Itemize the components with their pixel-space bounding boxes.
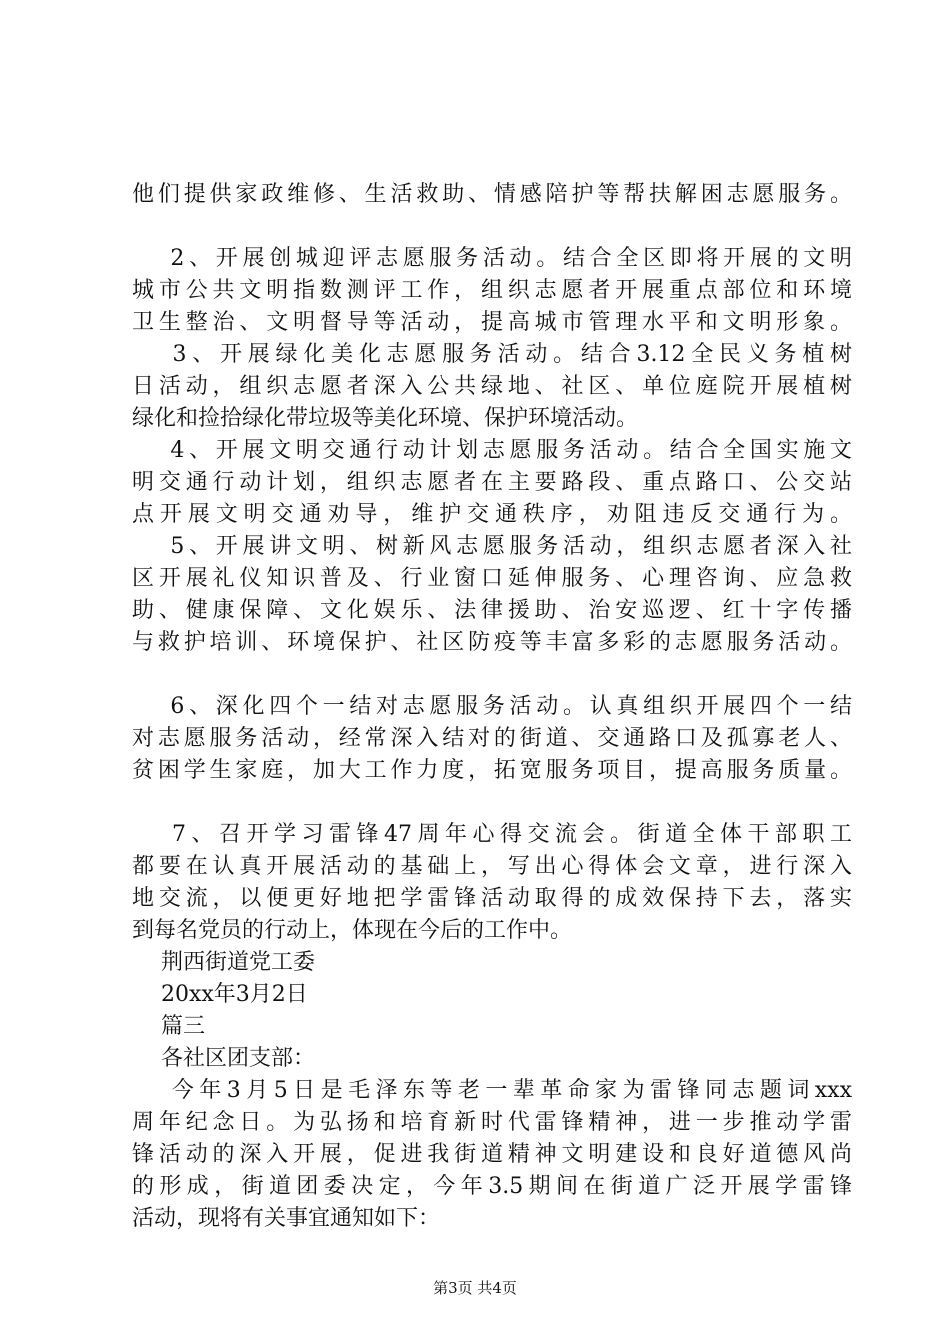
text-line: 地交流，以便更好地把学雷锋活动取得的成效保持下去，落实 (132, 886, 852, 911)
text-line: 周年纪念日。为弘扬和培育新时代雷锋精神，进一步推动学雷 (132, 1110, 852, 1135)
text-line: 4、开展文明交通行动计划志愿服务活动。结合全国实施文 (132, 438, 852, 463)
text-line: 卫生整治、文明督导等活动，提高城市管理水平和文明形象。 (132, 310, 852, 335)
text-line: 5、开展讲文明、树新风志愿服务活动，组织志愿者深入社 (132, 534, 852, 559)
signature-line: 荆西街道党工委 (132, 950, 315, 975)
text-line: 绿化和捡拾绿化带垃圾等美化环境、保护环境活动。 (132, 406, 639, 431)
text-line: 6、深化四个一结对志愿服务活动。认真组织开展四个一结 (132, 694, 852, 719)
text-line: 日活动，组织志愿者深入公共绿地、社区、单位庭院开展植树 (132, 374, 852, 399)
text-line: 7、召开学习雷锋47周年心得交流会。街道全体干部职工 (132, 822, 852, 847)
text-line: 与救护培训、环境保护、社区防疫等丰富多彩的志愿服务活动。 (132, 630, 852, 655)
section-heading: 篇三 (132, 1014, 205, 1039)
text-line: 他们提供家政维修、生活救助、情感陪护等帮扶解困志愿服务。 (132, 182, 852, 207)
text-line: 城市公共文明指数测评工作，组织志愿者开展重点部位和环境 (132, 278, 852, 303)
text-line: 贫困学生家庭，加大工作力度，拓宽服务项目，提高服务质量。 (132, 758, 852, 783)
text-line: 2、开展创城迎评志愿服务活动。结合全区即将开展的文明 (132, 246, 852, 271)
text-line: 区开展礼仪知识普及、行业窗口延伸服务、心理咨询、应急救 (132, 566, 852, 591)
text-line: 都要在认真开展活动的基础上，写出心得体会文章，进行深入 (132, 854, 852, 879)
date-line: 20xx年3月2日 (132, 982, 308, 1007)
text-line: 点开展文明交通劝导，维护交通秩序，劝阻违反交通行为。 (132, 502, 852, 527)
text-line: 对志愿服务活动，经常深入结对的街道、交通路口及孤寡老人、 (132, 726, 852, 751)
text-line: 到每名党员的行动上，体现在今后的工作中。 (132, 918, 573, 943)
text-line: 今年3月5日是毛泽东等老一辈革命家为雷锋同志题词xxx (132, 1078, 852, 1103)
salutation-line: 各社区团支部： (132, 1046, 315, 1071)
text-line: 3、开展绿化美化志愿服务活动。结合3.12全民义务植树 (132, 342, 852, 367)
text-line: 明交通行动计划，组织志愿者在主要路段、重点路口、公交站 (132, 470, 852, 495)
text-line: 的形成，街道团委决定，今年3.5期间在街道广泛开展学雷锋 (132, 1174, 852, 1199)
text-line: 活动，现将有关事宜通知如下： (132, 1206, 441, 1231)
page-number-footer: 第3页 共4页 (433, 1279, 517, 1297)
text-line: 助、健康保障、文化娱乐、法律援助、治安巡逻、红十字传播 (132, 598, 852, 623)
text-line: 锋活动的深入开展，促进我街道精神文明建设和良好道德风尚 (132, 1142, 852, 1167)
